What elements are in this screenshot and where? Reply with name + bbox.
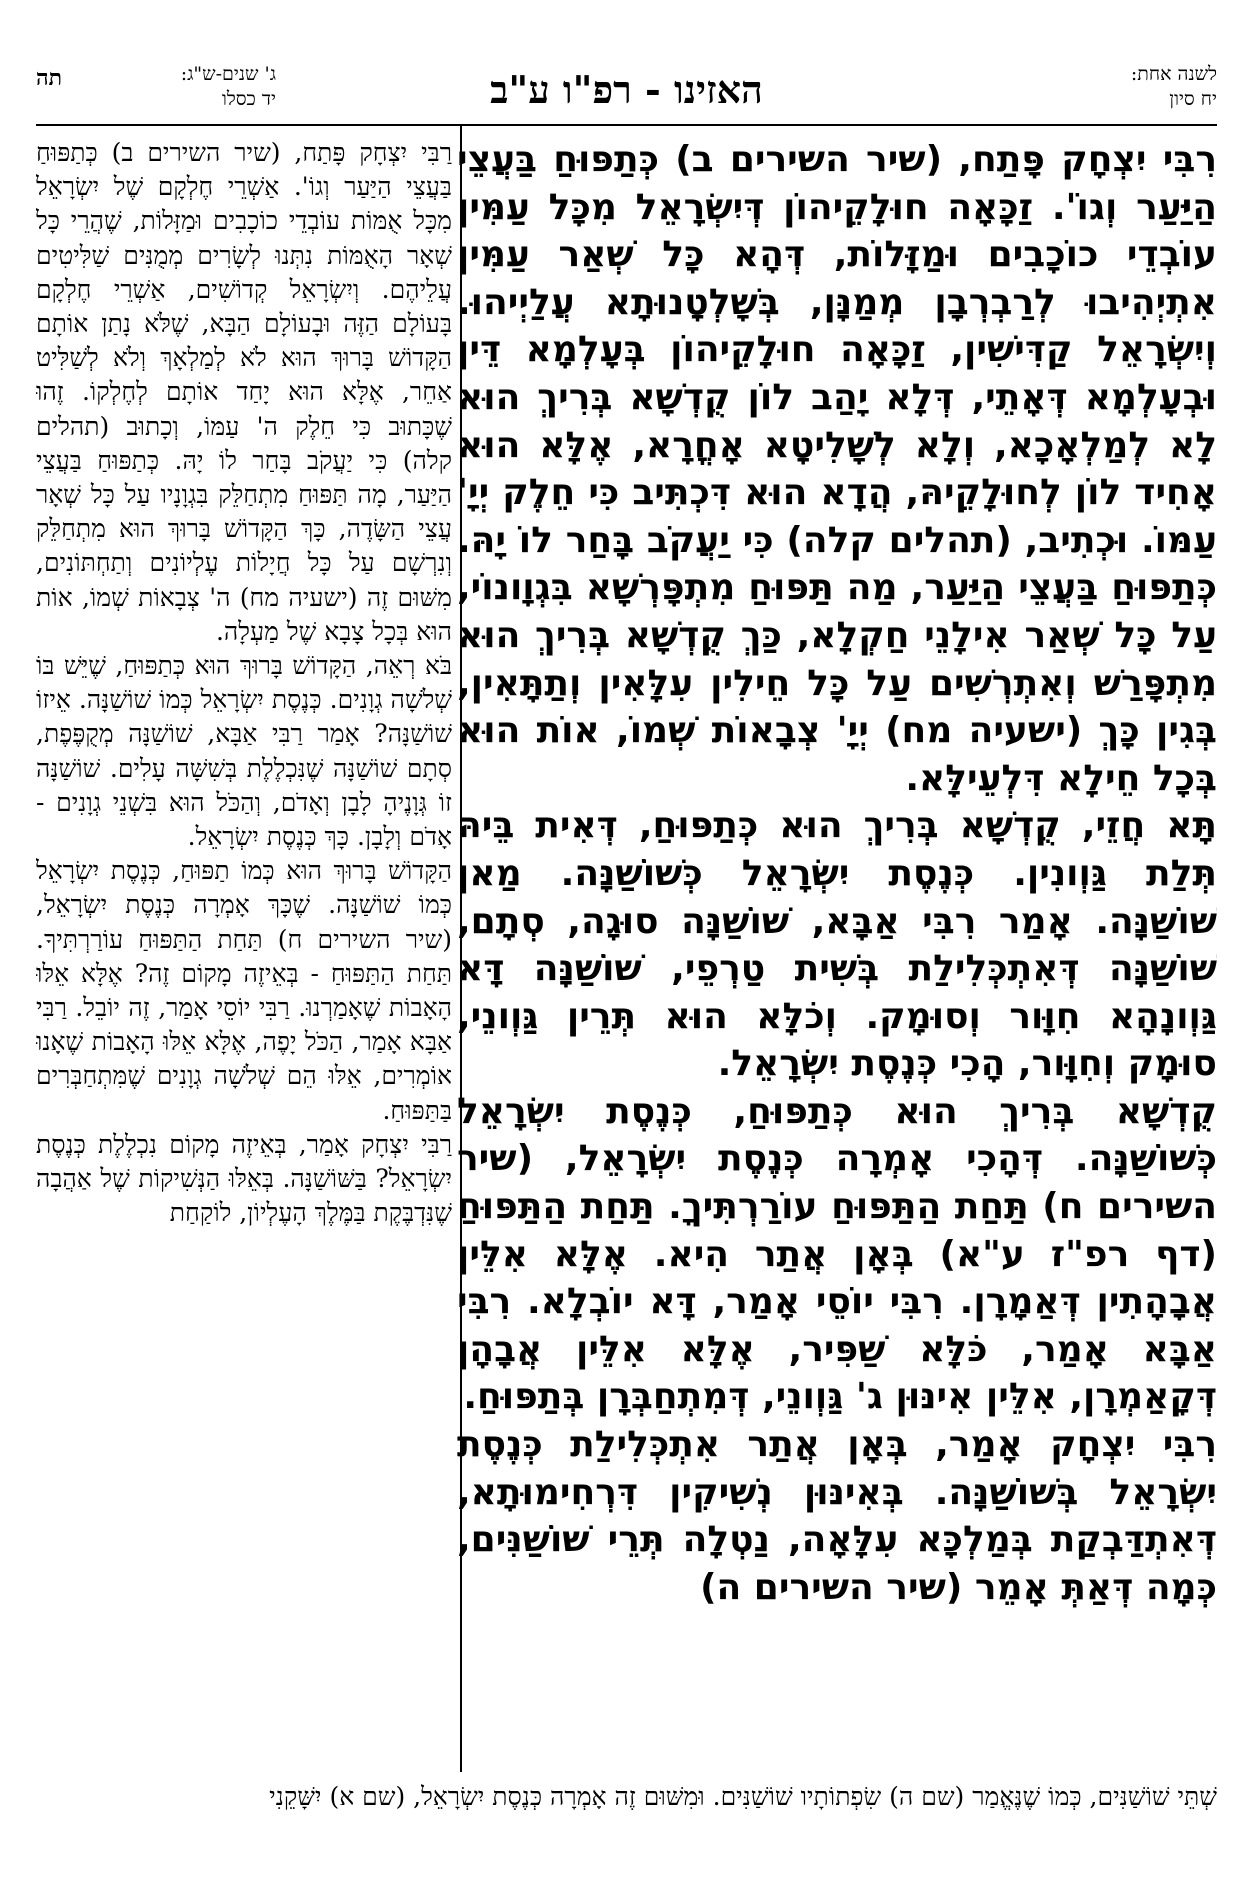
header-three-year-date: יד כסלו [221, 88, 276, 110]
main-paragraph: תָּא חֲזֵי, קֻדְשָׁא בְּרִיךְ הוּא כְּתַפּוּחַ, דְּאִית בֵּיהּ תְּלַת גַּוְונִין. כְּנֶסֶת יִשְׂרָאֵל כְּשׁוֹשַׁנָּה. מַאן שׁוֹשַׁנָּה. אָמַר רִבִּי אַבָּא, שׁוֹשַׁנָּה סוּגָה, סְתָם, שׁוֹשַׁנָּה דְּאִתְכְּלִילַת בְּשִׁית טַרְפֵי, שׁוֹשַׁנָּה דָּא גַּוְונָהָא חִוָּור וְסוּמָק. וְכֹלָּא הוּא תְּרֵין גַּוְונֵי, סוּמָק וְחִוָּור, הָכִי כְּנֶסֶת יִשְׂרָאֵל. [457, 805, 1217, 1085]
translation-paragraph: הַקָּדוֹשׁ בָּרוּךְ הוּא כְּמוֹ תַפּוּחַ, כְּנֶסֶת יִשְׂרָאֵל כְּמוֹ שׁוֹשַׁנָּה. שֶׁכָּךְ אָמְרָה כְּנֶסֶת יִשְׂרָאֵל, (שיר השירים ח) תַּחַת הַתַּפּוּחַ עוֹרַרְתִּיךָ. תַּחַת הַתַּפּוּחַ - בְּאֵיזֶה מָקוֹם זֶה? אֶלָּא אֵלּוּ הָאָבוֹת שֶׁאָמַרְנוּ. רַבִּי יוֹסֵי אָמַר, זֶה יוֹבֵל. רַבִּי אַבָּא אָמַר, הַכֹּל יָפֶה, אֶלָּא אֵלּוּ הָאָבוֹת שֶׁאָנוּ אוֹמְרִים, אֵלּוּ הֵם שְׁלֹשָׁה גְוָנִים שֶׁמִּתְחַבְּרִים בַּתַּפּוּחַ. [36, 856, 452, 1125]
translation-column [36, 136, 452, 1766]
translation-paragraph: רַבִּי יִצְחָק אָמַר, בְּאֵיזֶה מָקוֹם נִכְלֶלֶת כְּנֶסֶת יִשְׂרָאֵל? בַּשּׁוֹשַׁנָּה. בְּאֵלּוּ הַנְּשִׁיקוֹת שֶׁל אַהֲבָה שֶׁנִּדְבֶּקֶת בַּמֶּלֶךְ הָעֶלְיוֹן, לוֹקַחַת [36, 1129, 452, 1228]
page-number: תה [36, 65, 63, 91]
page-header [36, 62, 1217, 128]
header-one-year-date: יח סיון [1169, 88, 1217, 110]
footer-continuation-line: שְׁתֵּי שׁוֹשַׁנִּים, כְּמוֹ שֶׁנֶּאֱמַר (שם ה) שִׂפְתוֹתָיו שׁוֹשַׁנִּים. וּמִשּׁוּם זֶה אָמְרָה כְּנֶסֶת יִשְׂרָאֵל, (שם א) יִשָּׁקֵנִי [269, 1782, 1217, 1811]
main-text-column [457, 136, 1217, 1766]
page-title: האזינו - רפ"ו ע"ב [490, 67, 763, 112]
main-paragraph: רִבִּי יִצְחָק פָּתַח, (שיר השירים ב) כְּתַפּוּחַ בַּעֲצֵי הַיַּעַר וְגוֹ'. זַכָּאָה חוּלָקֵיהוֹן דְּיִשְׂרָאֵל מִכָּל עַמִּין עוֹבְדֵי כוֹכָבִים וּמַזָּלוֹת, דְּהָא כָּל שְׁאַר עַמִּין אִתְיְהִיבוּ לְרַבְרְבָן מְמַנָּן, בְּשָׁלְטָנוּתָא עֲלַיְיהוּ. וְיִשְׂרָאֵל קַדִּישִׁין, זַכָּאָה חוּלָקֵיהוֹן בְּעָלְמָא דֵּין וּבְעָלְמָא דְּאָתֵי, דְּלָא יָהַב לוֹן קֻדְשָׁא בְּרִיךְ הוּא לָא לְמַלְאָכָא, וְלָא לְשָׁלִיטָא אָחֳרָא, אֶלָּא הוּא אָחִיד לוֹן לְחוּלָקֵיהּ, הֲדָא הוּא דִּכְתִּיב כִּי חֵלֶק יְיָ' עַמּוֹ. וּכְתִיב, (תהלים קלה) כִּי יַעֲקֹב בָּחַר לוֹ יָהּ. כְּתַפּוּחַ בַּעֲצֵי הַיַּעַר, מַה תַּפּוּחַ מִתְפָּרְשָׁא בִּגְוָונוֹי, עַל כָּל שְׁאַר אִילָנֵי חַקְלָא, כַּךְ קֻדְשָׁא בְּרִיךְ הוּא מִתְפָּרַשׁ וְאִתְרְשִׁים עַל כָּל חֵילִין עִלָּאִין וְתַתָּאִין, בְּגִין כָּךְ (ישעיה מח) יְיָ' צְבָאוֹת שְׁמוֹ, אוֹת הוּא בְּכָל חֵילָא דִּלְעֵילָּא. [457, 139, 1217, 799]
main-paragraph: רִבִּי יִצְחָק אָמַר, בְּאָן אֲתַר אִתְכְּלִילַת כְּנֶסֶת יִשְׂרָאֵל בְּשׁוֹשַׁנָּה. בְּאִינּוּן נְשִׁיקִין דִּרְחִימוּתָא, דְּאִתְדַּבְקַת בְּמַלְכָּא עִלָּאָה, נַטְלָה תְּרֵי שׁוֹשַׁנִּים, כְּמָה דְּאַתְּ אָמֵר (שיר השירים ה) [457, 1424, 1217, 1608]
translation-paragraph: רַבִּי יִצְחָק פָּתַח, (שיר השירים ב) כְּתַפּוּחַ בַּעֲצֵי הַיַּעַר וְגוֹ'. אַשְׁרֵי חֶלְקָם שֶׁל יִשְׂרָאֵל מִכָּל אֻמּוֹת עוֹבְדֵי כוֹכָבִים וּמַזָּלוֹת, שֶׁהֲרֵי כָּל שְׁאָר הָאֻמּוֹת נִתְּנוּ לְשָׂרִים מְמֻנִּים שַׁלִּיטִים עֲלֵיהֶם. וְיִשְׂרָאֵל קְדוֹשִׁים, אַשְׁרֵי חֶלְקָם בָּעוֹלָם הַזֶּה וּבָעוֹלָם הַבָּא, שֶׁלֹּא נָתַן אוֹתָם הַקָּדוֹשׁ בָּרוּךְ הוּא לֹא לְמַלְאָךְ וְלֹא לְשַׁלִּיט אַחֵר, אֶלָּא הוּא יָחַד אוֹתָם לְחֶלְקוֹ. זֶהוּ שֶׁכָּתוּב כִּי חֵלֶק ה' עַמּוֹ, וְכָתוּב (תהלים קלה) כִּי יַעֲקֹב בָּחַר לוֹ יָהּ. כְּתַפּוּחַ בַּעֲצֵי הַיַּעַר, מָה תַּפּוּחַ מִתְחַלֵּק בִּגְוָנָיו עַל כָּל שְׁאָר עֲצֵי הַשָּׂדֶה, כָּךְ הַקָּדוֹשׁ בָּרוּךְ הוּא מִתְחַלֵּק וְנִרְשָׁם עַל כָּל חֲיָלוֹת עֶלְיוֹנִים וְתַחְתּוֹנִים, מִשּׁוּם זֶה (ישעיה מח) ה' צְבָאוֹת שְׁמוֹ, אוֹת הוּא בְּכָל צָבָא שֶׁל מַעְלָה. [36, 138, 452, 646]
main-paragraph: קֻדְשָׁא בְּרִיךְ הוּא כְּתַפּוּחַ, כְּנֶסֶת יִשְׂרָאֵל כְּשׁוֹשַׁנָּה. דְּהָכִי אָמְרָה כְּנֶסֶת יִשְׂרָאֵל, (שיר השירים ח) תַּחַת הַתַּפּוּחַ עוֹרַרְתִּיךָ. תַּחַת הַתַּפּוּחַ (דף רפ"ז ע"א) בְּאָן אֲתַר הִיא. אֶלָּא אִלֵּין אֲבָהָתִין דְּאַמָרָן. רִבִּי יוֹסֵי אָמַר, דָּא יוֹבְלָא. רִבִּי אַבָּא אָמַר, כֹּלָּא שַׁפִּיר, אֶלָּא אִלֵּין אֲבָהָן דְּקָאַמְרָן, אִלֵּין אִינּוּן ג' גַּוְונֵי, דְּמִתְחַבְּרָן בְּתַפּוּחַ. [457, 1090, 1217, 1418]
translation-paragraph: בֹּא רְאֵה, הַקָּדוֹשׁ בָּרוּךְ הוּא כְּתַפּוּחַ, שֶׁיֵּשׁ בּוֹ שְׁלֹשָׁה גְוָנִים. כְּנֶסֶת יִשְׂרָאֵל כְּמוֹ שׁוֹשַׁנָּה. אֵיזוֹ שׁוֹשַׁנָּה? אָמַר רַבִּי אַבָּא, שׁוֹשַׁנָּה מְקֻפֶּפֶת, סְתָם שׁוֹשַׁנָּה שֶׁנִּכְלֶלֶת בְּשִׁשָּׁה עָלִים. שׁוֹשַׁנָּה זוֹ גְּוָנֶיהָ לָבָן וְאָדֹם, וְהַכֹּל הוּא בִּשְׁנֵי גְוָנִים - אָדֹם וְלָבָן. כָּךְ כְּנֶסֶת יִשְׂרָאֵל. [36, 651, 452, 852]
header-three-year-block [181, 62, 276, 112]
header-divider [36, 124, 1217, 126]
header-one-year-label: לשנה אחת: [1130, 63, 1217, 85]
header-three-year-label: ג' שנים-ש"ג: [180, 63, 276, 85]
